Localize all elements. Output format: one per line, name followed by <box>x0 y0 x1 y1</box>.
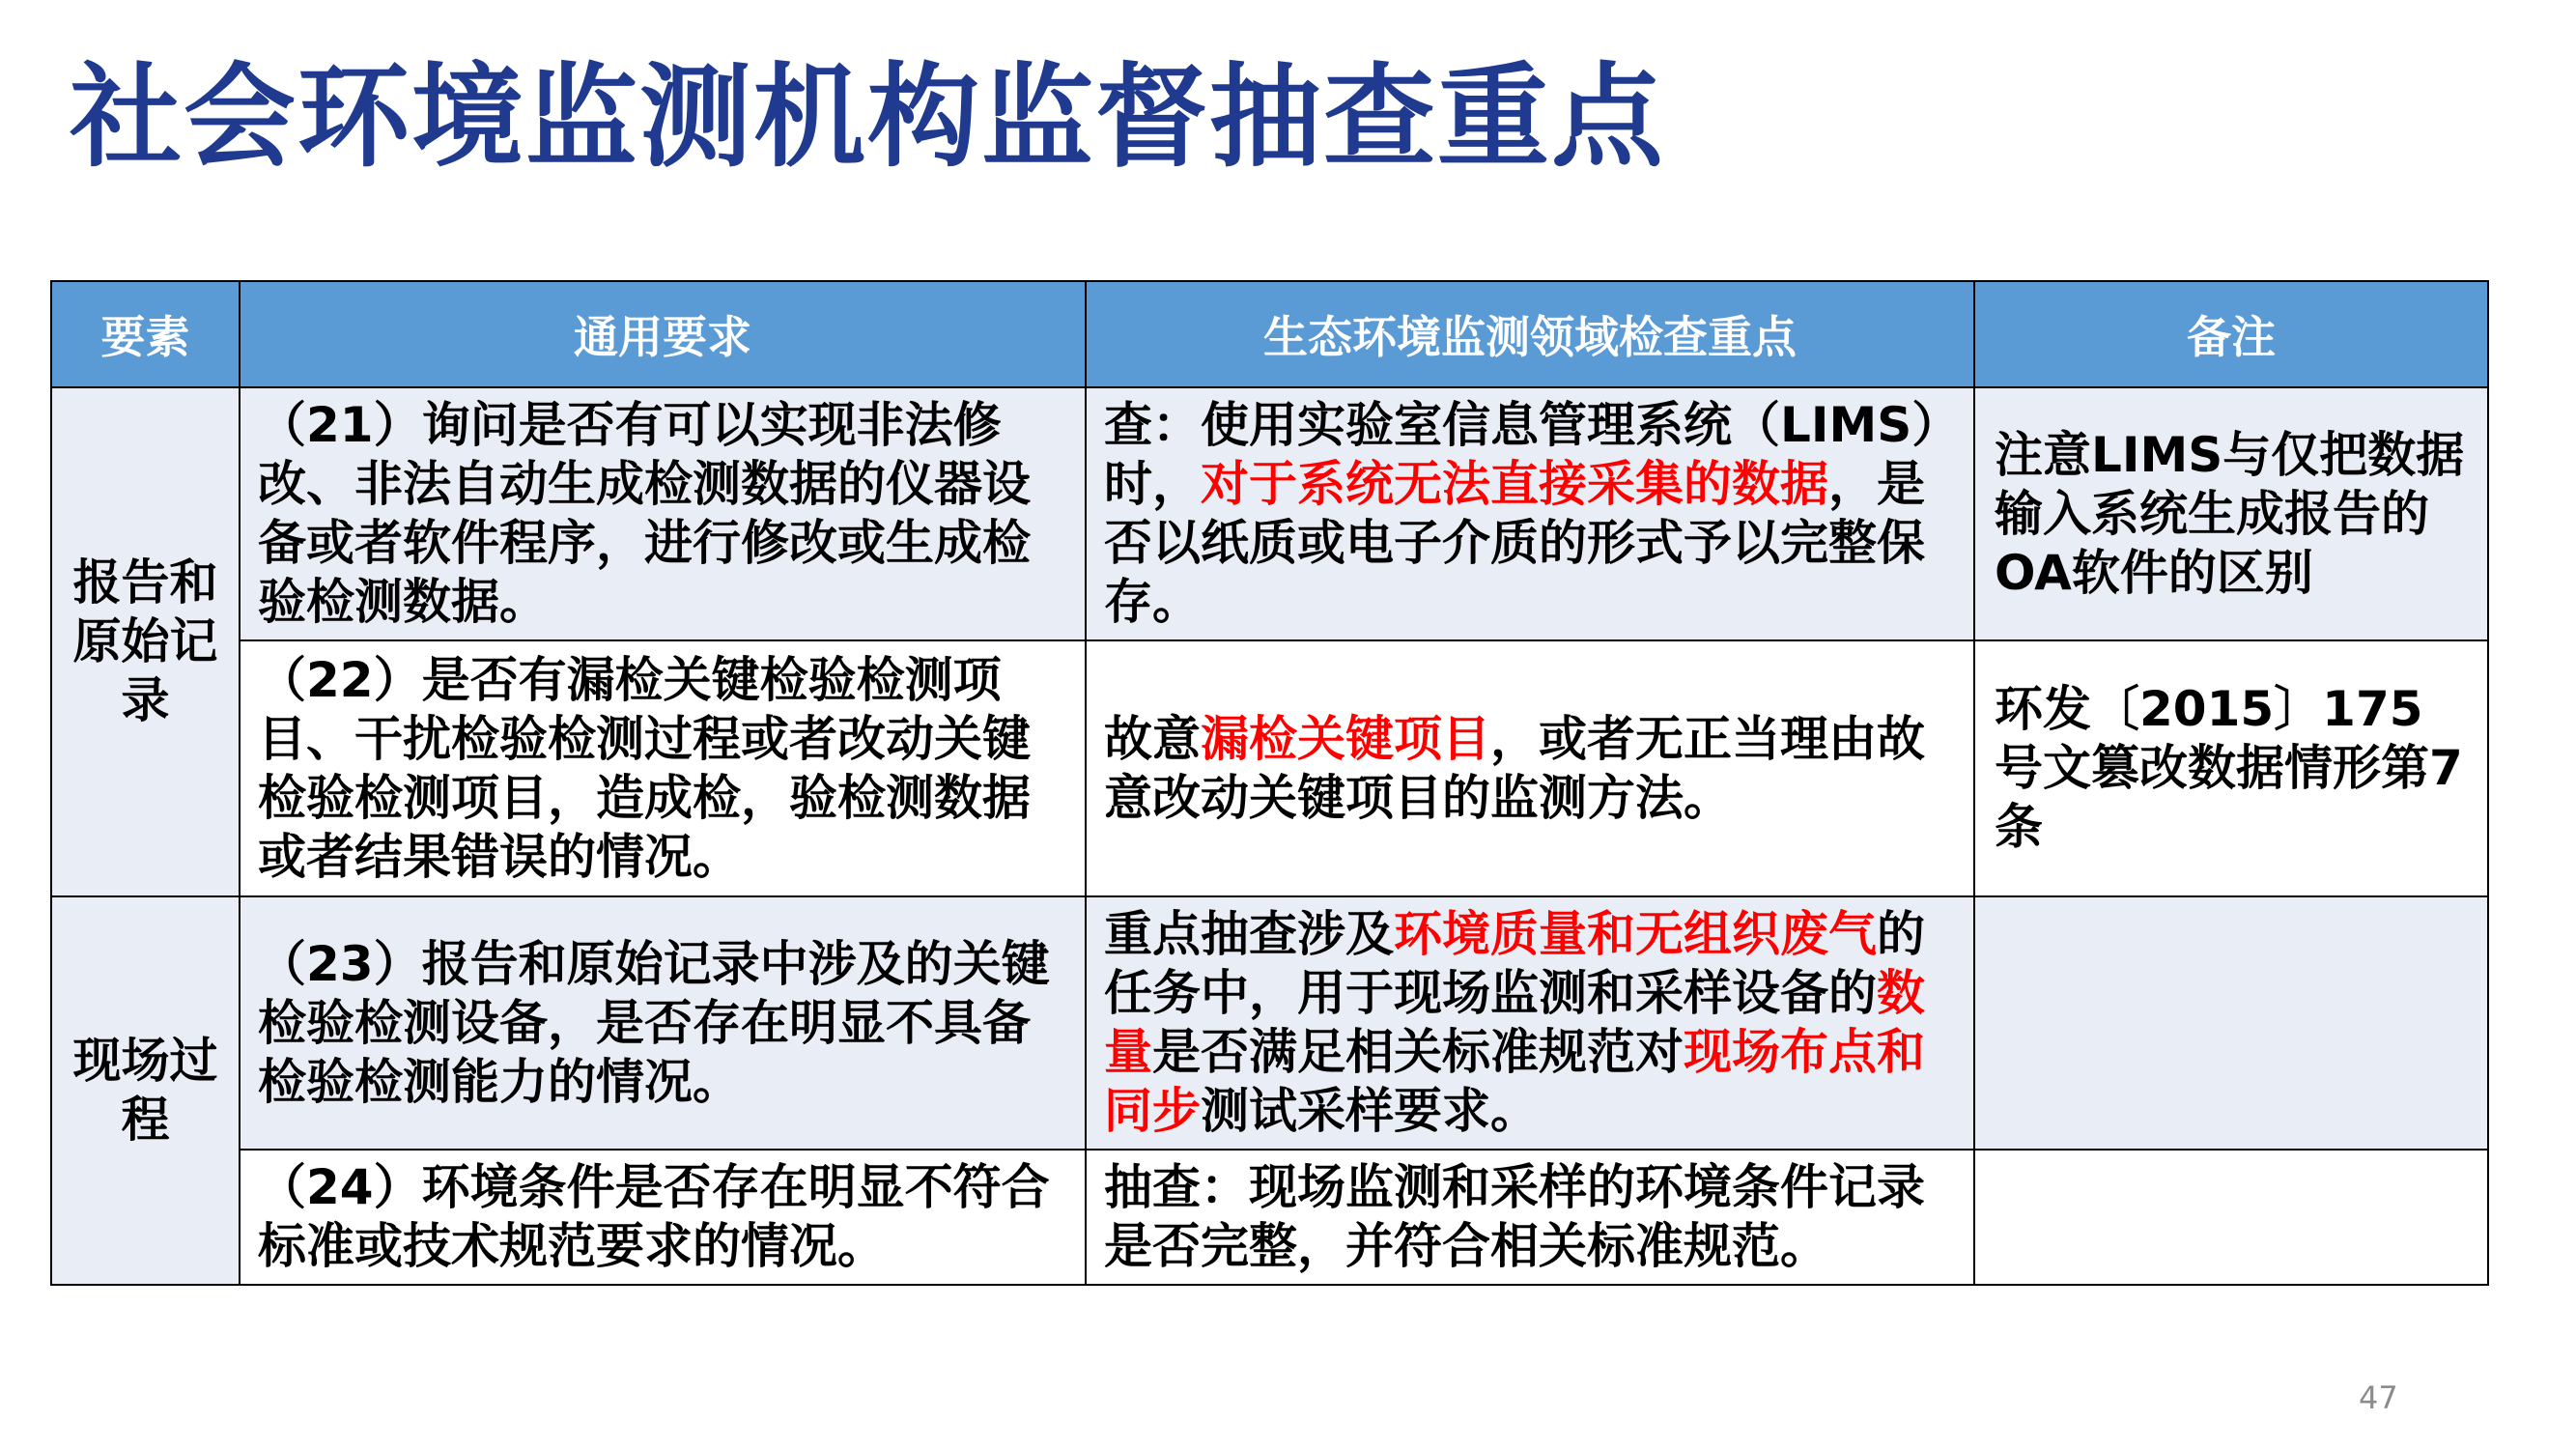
table-row <box>51 1150 2488 1285</box>
inspection-table <box>50 280 2489 1286</box>
page-number: 47 <box>2359 1379 2398 1416</box>
page-title: 社会环境监测机构监督抽查重点 <box>70 52 1665 183</box>
general-requirement-cell: （22）是否有漏检关键检验检测项目、干扰检验检测过程或者改动关键检验检测项目，造成检，验检测数据或者结果错误的情况。 <box>240 640 1086 896</box>
general-requirement-cell: （23）报告和原始记录中涉及的关键检验检测设备，是否存在明显不具备检验检测能力的情况。 <box>240 896 1086 1150</box>
highlight-text: 对于系统无法直接采集的数据 <box>1201 456 1828 512</box>
header-inspection-focus: 生态环境监测领域检查重点 <box>1086 281 1974 387</box>
highlight-text: 漏检关键项目 <box>1201 710 1490 767</box>
group-report-records: 报告和原始记录 <box>51 387 240 896</box>
note-cell <box>1974 896 2488 1150</box>
highlight-text: 现场布点和同步 <box>1104 1024 1925 1139</box>
note-cell: 环发〔2015〕175 号文篡改数据情形第7条 <box>1974 640 2488 896</box>
table-row <box>51 640 2488 896</box>
table-row <box>51 387 2488 640</box>
header-note: 备注 <box>1974 281 2488 387</box>
inspection-focus-cell: 抽查：现场监测和采样的环境条件记录是否完整，并符合相关标准规范。 <box>1086 1150 1974 1285</box>
highlight-text: 数量 <box>1104 965 1925 1080</box>
table-header-row <box>51 281 2488 387</box>
header-general-requirement: 通用要求 <box>240 281 1086 387</box>
inspection-focus-cell: 故意漏检关键项目，或者无正当理由故意改动关键项目的监测方法。 <box>1086 640 1974 896</box>
inspection-focus-cell: 查：使用实验室信息管理系统（LIMS）时，对于系统无法直接采集的数据，是否以纸质或电子介质的形式予以完整保存。 <box>1086 387 1974 640</box>
general-requirement-cell: （24）环境条件是否存在明显不符合标准或技术规范要求的情况。 <box>240 1150 1086 1285</box>
inspection-focus-cell: 重点抽查涉及环境质量和无组织废气的任务中，用于现场监测和采样设备的数量是否满足相关标准规范对现场布点和同步测试采样要求。 <box>1086 896 1974 1150</box>
header-element: 要素 <box>51 281 240 387</box>
table-row <box>51 896 2488 1150</box>
note-cell <box>1974 1150 2488 1285</box>
highlight-text: 环境质量和无组织废气 <box>1394 906 1877 962</box>
note-cell: 注意LIMS与仅把数据输入系统生成报告的OA软件的区别 <box>1974 387 2488 640</box>
group-field-process: 现场过程 <box>51 896 240 1285</box>
general-requirement-cell: （21）询问是否有可以实现非法修改、非法自动生成检测数据的仪器设备或者软件程序，进行修改或生成检验检测数据。 <box>240 387 1086 640</box>
